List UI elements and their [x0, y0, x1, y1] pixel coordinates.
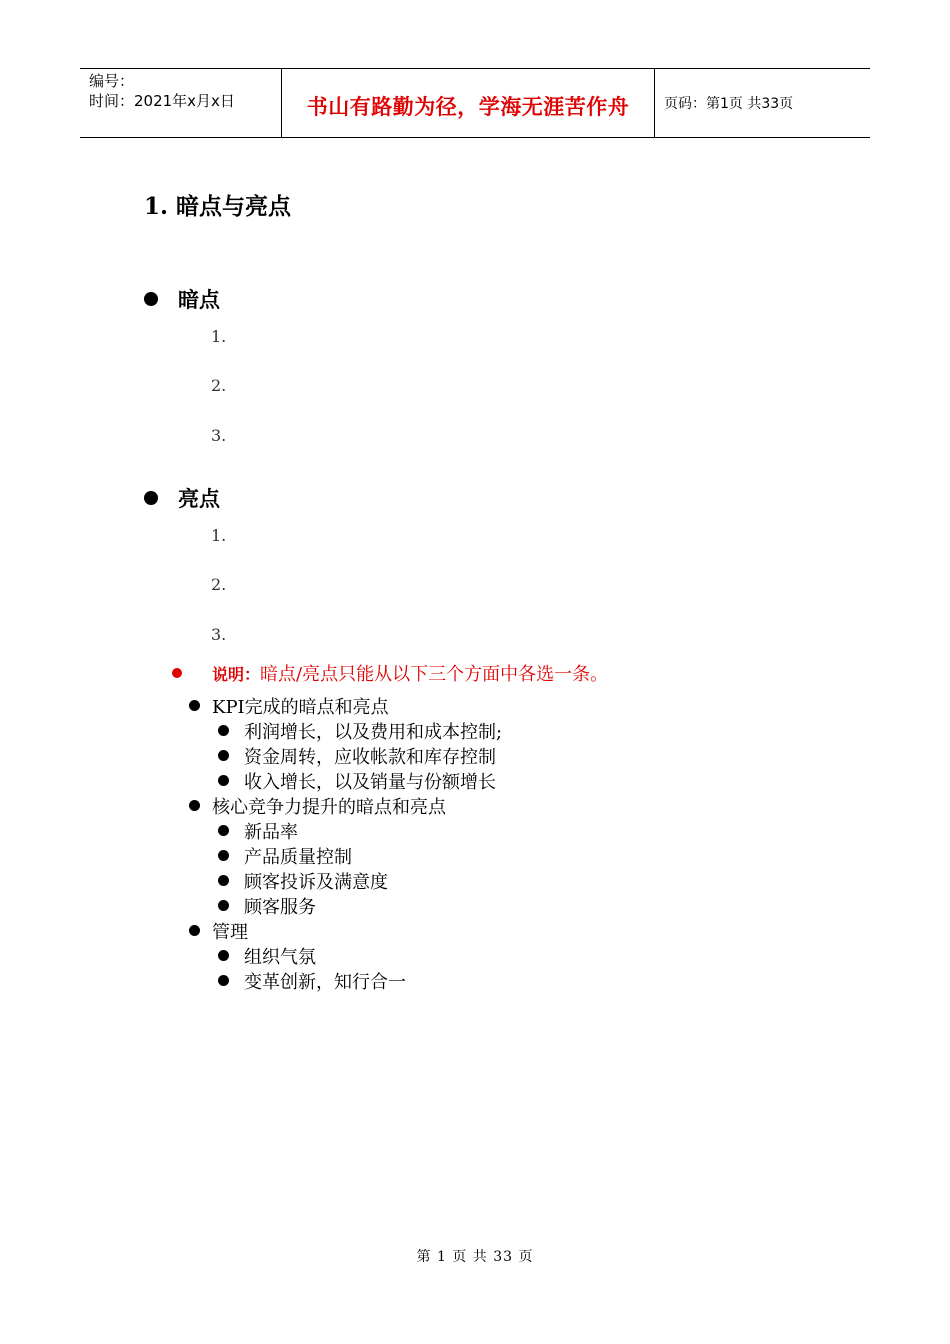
dark-item-2: 2.	[211, 376, 227, 395]
list-item-text: 组织气氛	[244, 947, 316, 968]
list-item	[218, 871, 388, 895]
list-item-text: 资金周转，应收帐款和库存控制	[244, 747, 496, 768]
list-item	[218, 946, 316, 970]
bullet-icon	[218, 950, 229, 961]
red-bullet-icon	[172, 668, 182, 678]
header-table	[80, 68, 870, 138]
serial-label: 编号：	[89, 72, 135, 90]
note	[172, 660, 608, 686]
motto: 书山有路勤为径，学海无涯苦作舟	[306, 95, 630, 119]
list-item-text: 新品率	[244, 822, 298, 843]
bullet-icon	[218, 850, 229, 861]
aspect-title: 核心竞争力提升的暗点和亮点	[212, 797, 446, 818]
list-item	[218, 721, 502, 745]
aspect-title: KPI完成的暗点和亮点	[212, 697, 389, 718]
header-page-cell	[655, 69, 870, 137]
aspect-competitiveness	[189, 796, 446, 820]
bright-item-1: 1.	[211, 526, 227, 545]
list-item	[218, 771, 496, 795]
bullet-icon	[218, 775, 229, 786]
bright-heading-text: 亮点	[178, 487, 220, 511]
list-item	[218, 971, 406, 995]
date-label: 时间：2021年x月x日	[89, 92, 235, 110]
header-motto-cell	[282, 69, 655, 137]
bullet-icon	[189, 925, 200, 936]
list-item-text: 产品质量控制	[244, 847, 352, 868]
bright-section-heading	[144, 483, 220, 513]
list-item	[218, 846, 352, 870]
list-item-text: 顾客服务	[244, 897, 316, 918]
aspect-management	[189, 921, 248, 945]
list-item-text: 利润增长，以及费用和成本控制;	[244, 722, 503, 743]
dark-section-heading	[144, 284, 220, 314]
note-text: 暗点/亮点只能从以下三个方面中各选一条。	[260, 664, 609, 685]
list-item	[218, 821, 298, 845]
list-item-text: 顾客投诉及满意度	[244, 872, 388, 893]
dark-item-3: 3.	[211, 426, 227, 445]
bullet-icon	[189, 800, 200, 811]
list-item	[218, 896, 316, 920]
list-item-text: 变革创新，知行合一	[244, 972, 406, 993]
list-item-text: 收入增长，以及销量与份额增长	[244, 772, 496, 793]
bullet-icon	[218, 900, 229, 911]
bullet-icon	[218, 875, 229, 886]
header-meta-cell	[80, 69, 282, 137]
bullet-icon	[218, 725, 229, 736]
bullet-icon	[144, 491, 158, 505]
bullet-icon	[189, 700, 200, 711]
bullet-icon	[144, 292, 158, 306]
note-label: 说明：	[212, 665, 261, 684]
bullet-icon	[218, 825, 229, 836]
aspect-title: 管理	[212, 922, 248, 943]
bright-item-3: 3.	[211, 625, 227, 644]
dark-item-1: 1.	[211, 327, 227, 346]
page-title: 1. 暗点与亮点	[144, 193, 292, 220]
bullet-icon	[218, 750, 229, 761]
list-item	[218, 746, 496, 770]
bright-item-2: 2.	[211, 575, 227, 594]
bullet-icon	[218, 975, 229, 986]
dark-heading-text: 暗点	[178, 288, 220, 312]
page-info: 页码：第1页 共33页	[664, 96, 794, 112]
page-footer: 第 1 页 共 33 页	[416, 1249, 534, 1265]
aspect-kpi	[189, 696, 389, 720]
